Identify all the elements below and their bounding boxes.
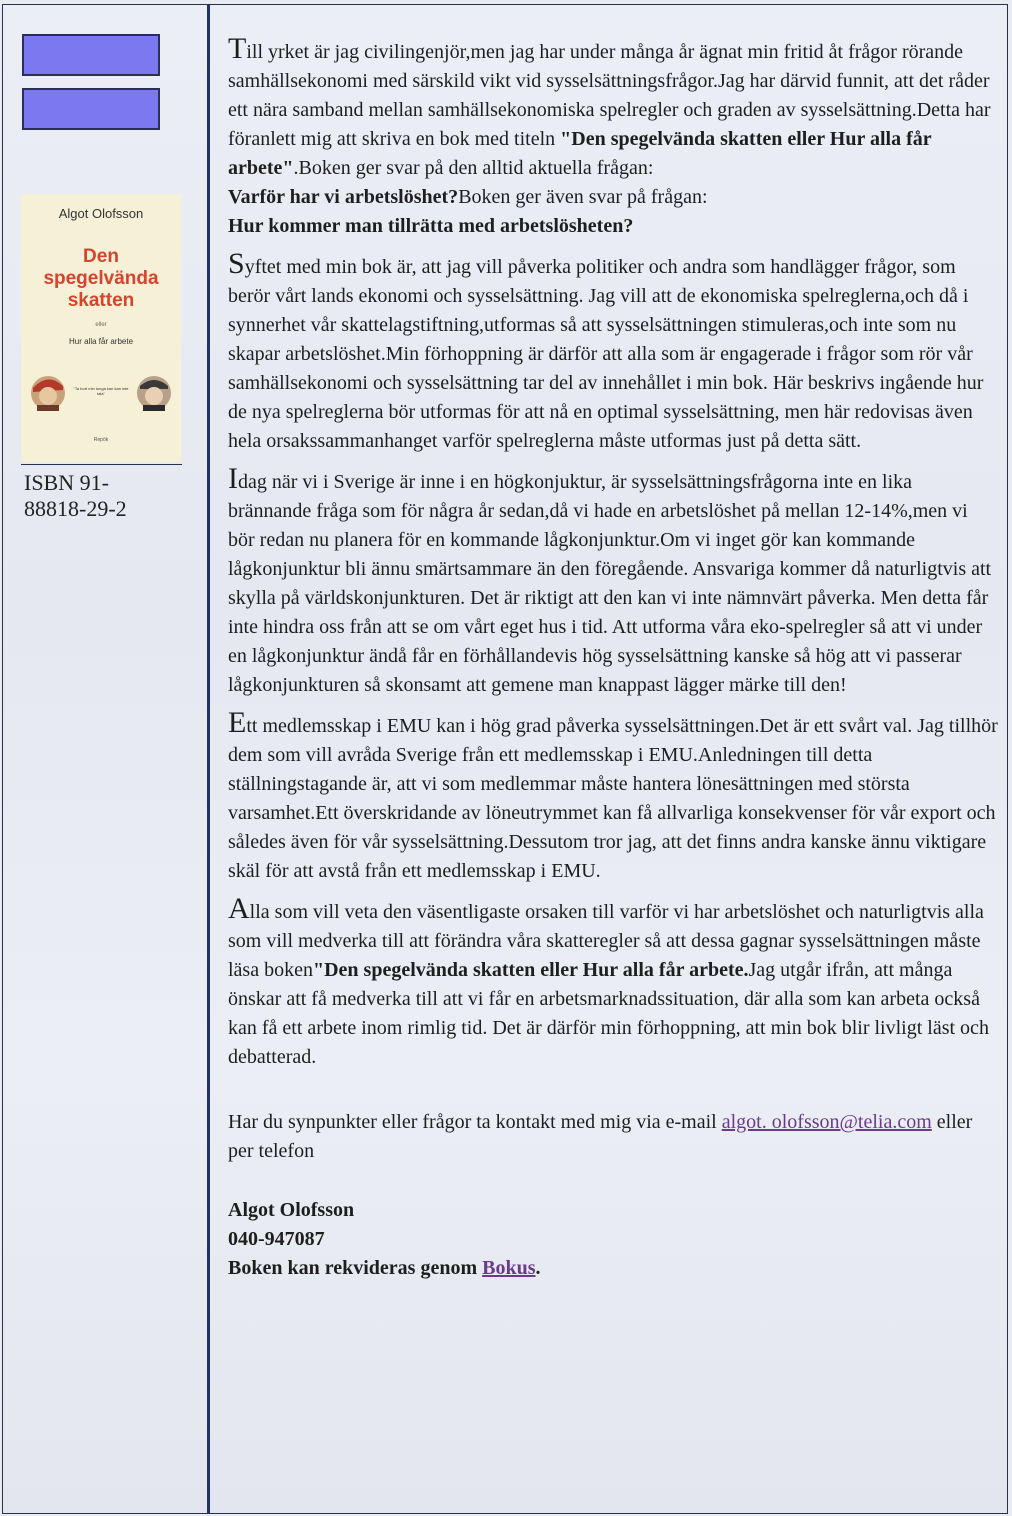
paragraph-text: dag när vi i Sverige är inne i en högkonjuktur, är sysselsättningsfrågorna inte en lika brännande fråga som för några år sedan,då vi hade en arbetslöshet på mellan 12-14%,men vi bör redan nu planera för en kommande lågkonjunktur.Om vi inget gör kan kommande lågkonjunktur bli ännu smärtsammare än den föregående. Ansvariga kommer då naturligtvis att skylla på världskonjunkturen. Det är riktigt att den kan vi inte nämnvärt påverka. Men detta får inte hindra oss från att se om vårt eget hus i tid. Att utforma våra eko-spelregler så att vi under en lågkonjunktur ändå får en förhållandevis hög sysselsättning kanske så hög att vi passerar lågkonjunkturen så skonsamt att gemene man knappast lägger märke till den! [228, 471, 992, 696]
paragraph-intro [228, 34, 998, 241]
question-bold: Hur kommer man tillrätta med arbetslösheten? [228, 215, 634, 237]
cover-author: Algot Olofsson [58, 206, 144, 221]
cover-title-line2: spegelvända [43, 268, 159, 289]
nav-button-top[interactable] [22, 34, 160, 76]
column-divider [207, 4, 210, 1514]
isbn-line2: 88818-29-2 [24, 496, 127, 521]
bokus-link[interactable]: Bokus [482, 1257, 536, 1279]
book-title-bold: "Den spegelvända skatten eller Hur alla får arbete" [228, 128, 932, 179]
isbn-line1: ISBN 91- [24, 470, 109, 495]
paragraph-text: Boken ger även svar på frågan: [458, 186, 708, 208]
dropcap: A [228, 892, 250, 925]
paragraph-text: .Boken ger svar på den alltid aktuella frågan: [293, 157, 654, 179]
dropcap: S [228, 247, 245, 280]
portrait-left-icon [29, 374, 67, 412]
cover-title [21, 246, 181, 312]
order-text: Boken kan rekvideras genom [228, 1257, 483, 1279]
dropcap: T [228, 32, 247, 65]
dropcap: I [228, 462, 238, 495]
paragraph-text: tt medlemsskap i EMU kan i hög grad påverka sysselsättningen.Det är ett svårt val. Jag tillhör dem som vill avråda Sverige från ett medlemsskap i EMU.Anledningen till detta ställningstagande är, att vi som medlemmar måste hantera lönesättningen med största varsamhet.Ett överskridande av löneutrymmet kan få allvarliga konsekvenser för vår export och således även för vår sysselsättning.Dessutom tror jag, att det finns andra kanske ännu viktigare skäl för att avstå från ett medlemsskap i EMU. [228, 715, 998, 882]
paragraph-emu [228, 708, 998, 886]
contact-text: eller per telefon [228, 1111, 973, 1162]
contact-text: Har du synpunkter eller frågor ta kontakt med mig via e-mail [228, 1111, 722, 1133]
paragraph-text: lla som vill veta den väsentligaste orsaken till varför vi har arbetslöshet och naturligtvis alla som vill medverka till att förändra våra skatteregler så att dessa gagnar sysselsättningen måste läsa boken [228, 901, 984, 981]
portrait-right-icon [135, 374, 173, 412]
cover-underline [21, 464, 182, 465]
cover-subtitle: Hur alla får arbete [68, 337, 134, 346]
cover-quote: "Ta bort min tunga kan kan inte tala" [73, 386, 129, 396]
author-phone: 040-947087 [228, 1228, 325, 1250]
author-name: Algot Olofsson [228, 1199, 355, 1221]
paragraph-text: yftet med min bok är, att jag vill påverka politiker och andra som handlägger frågor, som berör vårt lands ekonomi och sysselsättning. Jag vill att de ekonomiska spelreglerna,och då i synnerhet vår skattelagstiftning,utformas så att sysselsättningen stimuleras,och inte som nu skapar arbetslöshet.Min förhoppning är därför att alla som är engagerade i frågor som rör vår samhällsekonomi och sysselsättning tar del av innehållet i min bok. Här beskrivs ingående hur de nya spelreglerna bör utformas för att nå en optimal sysselsättning, men här redovisas även hela orsakssammanhanget varför spelreglerna måste utformas just på detta sätt. [228, 256, 984, 452]
paragraph-text: ill yrket är jag civilingenjör,men jag har under många år ägnat min fritid åt frågor rörande samhällsekonomi med särskild vikt vid sysselsättningsfrågor.Jag har därvid funnit, att det råder ett nära samband mellan samhällsekonomiska spelregler och graden av sysselsättning.Detta har föranlett mig att skriva en bok med titeln [228, 41, 991, 150]
isbn-label [24, 470, 194, 522]
cover-eller: eller [95, 322, 107, 328]
paragraph-conclusion [228, 894, 998, 1072]
paragraph-text: Jag utgår ifrån, att många önskar att få medverka till att vi får en arbetsmarknadssituation, där alla som kan arbeta också kan få ett arbete inom rimlig tid. Det är därför min förhoppning, att min bok blir livligt läst och debatterad. [228, 959, 989, 1068]
signature-block [228, 1196, 998, 1283]
question-bold: Varför har vi arbetslöshet? [228, 186, 459, 208]
dropcap: E [228, 706, 247, 739]
nav-button-bottom[interactable] [22, 88, 160, 130]
paragraph-economy [228, 464, 998, 700]
book-title-bold: "Den spegelvända skatten eller Hur alla får arbete. [312, 959, 749, 981]
cover-title-line3: skatten [67, 290, 135, 311]
order-end: . [535, 1257, 541, 1279]
cover-title-line1: Den [83, 246, 119, 267]
email-link[interactable]: algot. olofsson@telia.com [721, 1111, 932, 1133]
cover-publisher: Repök [93, 437, 109, 443]
contact-paragraph [228, 1108, 998, 1166]
book-cover-image[interactable] [21, 194, 181, 462]
paragraph-purpose [228, 249, 998, 456]
article-body [228, 34, 998, 1291]
